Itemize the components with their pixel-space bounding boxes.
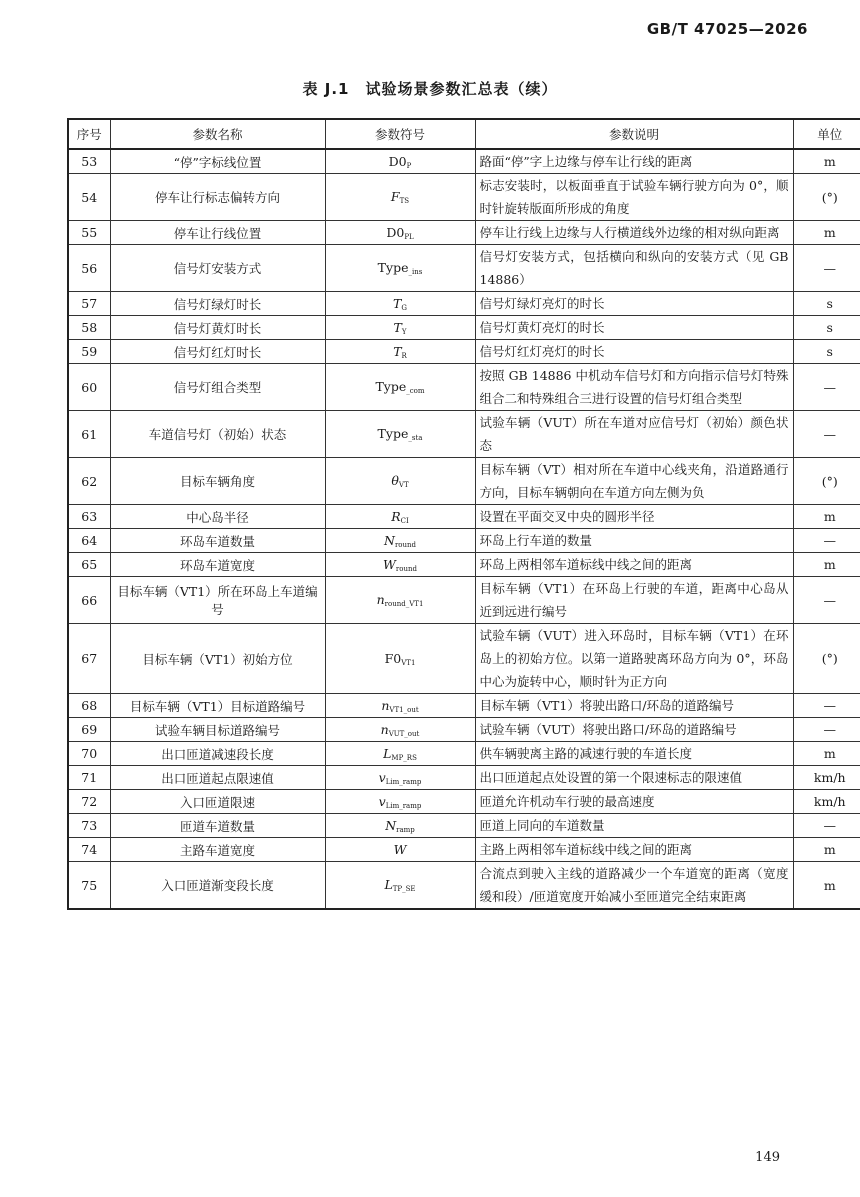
table-row [68, 340, 860, 364]
param-name: 主路车道宽度 [110, 838, 325, 862]
param-unit: — [793, 577, 860, 624]
symbol-subscript: TP_SE [392, 885, 416, 893]
param-symbol [325, 718, 475, 742]
symbol-main: L [383, 745, 392, 761]
row-number: 72 [68, 790, 110, 814]
col-header-unit: 单位 [793, 119, 860, 149]
param-name: 车道信号灯（初始）状态 [110, 411, 325, 458]
table-row [68, 624, 860, 694]
param-unit: m [793, 149, 860, 174]
param-name: “停”字标线位置 [110, 149, 325, 174]
row-number: 54 [68, 174, 110, 221]
param-unit: (°) [793, 458, 860, 505]
param-unit: m [793, 838, 860, 862]
param-symbol [325, 364, 475, 411]
param-symbol [325, 458, 475, 505]
param-unit: — [793, 694, 860, 718]
param-symbol [325, 529, 475, 553]
row-number: 69 [68, 718, 110, 742]
symbol-subscript: CI [400, 516, 409, 525]
param-name: 入口匝道限速 [110, 790, 325, 814]
param-description: 目标车辆（VT1）将驶出路口/环岛的道路编号 [475, 694, 793, 718]
symbol-main: n [380, 721, 389, 737]
param-name: 信号灯安装方式 [110, 245, 325, 292]
param-symbol [325, 340, 475, 364]
symbol-main: F [390, 189, 400, 204]
param-symbol [325, 149, 475, 174]
row-number: 53 [68, 149, 110, 174]
table-row [68, 221, 860, 245]
symbol-main: Type [377, 260, 409, 275]
col-header-name: 参数名称 [110, 119, 325, 149]
row-number: 71 [68, 766, 110, 790]
param-unit: km/h [793, 790, 860, 814]
param-description: 信号灯绿灯亮灯的时长 [475, 292, 793, 316]
param-description: 目标车辆（VT）相对所在车道中心线夹角，沿道路通行方向，目标车辆朝向在车道方向左侧为负 [475, 458, 793, 505]
param-unit: m [793, 505, 860, 529]
param-description: 匝道允许机动车行驶的最高速度 [475, 790, 793, 814]
table-row [68, 174, 860, 221]
symbol-main: N [384, 532, 395, 548]
symbol-main: R [391, 508, 401, 524]
param-description: 标志安装时，以板面垂直于试验车辆行驶方向为 0°，顺时针旋转版面所形成的角度 [475, 174, 793, 221]
param-unit: m [793, 553, 860, 577]
row-number: 60 [68, 364, 110, 411]
param-description: 信号灯红灯亮灯的时长 [475, 340, 793, 364]
param-name: 停车让行线位置 [110, 221, 325, 245]
parameter-table [67, 118, 860, 910]
symbol-main: F0 [384, 650, 402, 666]
param-name: 环岛车道宽度 [110, 553, 325, 577]
param-name: 目标车辆（VT1）目标道路编号 [110, 694, 325, 718]
col-header-no: 序号 [68, 119, 110, 149]
symbol-subscript: VT1 [401, 658, 416, 667]
symbol-main: Type [375, 379, 407, 394]
param-name: 信号灯红灯时长 [110, 340, 325, 364]
param-symbol [325, 862, 475, 910]
symbol-subscript: MP_RS [391, 753, 417, 762]
symbol-subscript: R [401, 351, 407, 360]
param-symbol [325, 838, 475, 862]
symbol-main: θ [391, 473, 399, 488]
table-row [68, 694, 860, 718]
param-symbol [325, 624, 475, 694]
param-name: 信号灯黄灯时长 [110, 316, 325, 340]
symbol-subscript: _ins [408, 268, 423, 276]
param-unit: m [793, 221, 860, 245]
row-number: 67 [68, 624, 110, 694]
symbol-main: Type [377, 426, 409, 441]
table-row [68, 364, 860, 411]
param-description: 试验车辆（VUT）所在车道对应信号灯（初始）颜色状态 [475, 411, 793, 458]
param-description: 路面“停”字上边缘与停车让行线的距离 [475, 149, 793, 174]
param-symbol [325, 742, 475, 766]
symbol-main: D0 [386, 224, 405, 240]
row-number: 70 [68, 742, 110, 766]
param-symbol [325, 577, 475, 624]
param-symbol [325, 790, 475, 814]
table-row [68, 245, 860, 292]
row-number: 63 [68, 505, 110, 529]
table-row [68, 149, 860, 174]
row-number: 65 [68, 553, 110, 577]
symbol-subscript: Lim_ramp [385, 801, 422, 810]
param-name: 匝道车道数量 [110, 814, 325, 838]
param-description: 信号灯黄灯亮灯的时长 [475, 316, 793, 340]
symbol-subscript: Lim_ramp [385, 777, 422, 786]
col-header-symbol: 参数符号 [325, 119, 475, 149]
param-name: 目标车辆（VT1）初始方位 [110, 624, 325, 694]
symbol-subscript: TS [399, 197, 410, 205]
row-number: 55 [68, 221, 110, 245]
param-description: 环岛上行车道的数量 [475, 529, 793, 553]
param-symbol [325, 553, 475, 577]
symbol-subscript: round_VT1 [384, 600, 424, 608]
param-name: 出口匝道减速段长度 [110, 742, 325, 766]
param-name: 目标车辆（VT1）所在环岛上车道编号 [110, 577, 325, 624]
row-number: 74 [68, 838, 110, 862]
row-number: 66 [68, 577, 110, 624]
row-number: 68 [68, 694, 110, 718]
symbol-main: T [393, 343, 402, 359]
row-number: 62 [68, 458, 110, 505]
symbol-main: W [383, 556, 396, 572]
symbol-main: T [393, 295, 402, 311]
param-unit: s [793, 292, 860, 316]
table-row [68, 742, 860, 766]
param-symbol [325, 316, 475, 340]
symbol-subscript: ramp [396, 825, 415, 834]
param-symbol [325, 411, 475, 458]
param-description: 出口匝道起点处设置的第一个限速标志的限速值 [475, 766, 793, 790]
param-unit: — [793, 364, 860, 411]
row-number: 59 [68, 340, 110, 364]
row-number: 64 [68, 529, 110, 553]
symbol-subscript: _com [406, 387, 425, 395]
symbol-main: n [376, 592, 385, 607]
col-header-description: 参数说明 [475, 119, 793, 149]
param-symbol [325, 221, 475, 245]
param-name: 出口匝道起点限速值 [110, 766, 325, 790]
row-number: 56 [68, 245, 110, 292]
symbol-subscript: PL [404, 232, 414, 241]
symbol-main: T [393, 319, 402, 335]
param-name: 入口匝道渐变段长度 [110, 862, 325, 910]
symbol-subscript: P [406, 161, 412, 170]
row-number: 75 [68, 862, 110, 910]
param-symbol [325, 245, 475, 292]
symbol-subscript: round [395, 564, 417, 573]
row-number: 61 [68, 411, 110, 458]
param-description: 目标车辆（VT1）在环岛上行驶的车道，距离中心岛从近到远进行编号 [475, 577, 793, 624]
symbol-main: W [393, 842, 407, 857]
table-row [68, 529, 860, 553]
param-name: 信号灯绿灯时长 [110, 292, 325, 316]
symbol-main: L [384, 877, 393, 892]
param-description: 主路上两相邻车道标线中线之间的距离 [475, 838, 793, 862]
row-number: 73 [68, 814, 110, 838]
symbol-subscript: VUT_out [388, 729, 420, 738]
page-number: 149 [755, 1150, 780, 1165]
symbol-main: n [381, 697, 390, 713]
table-header-row [68, 119, 860, 149]
param-name: 环岛车道数量 [110, 529, 325, 553]
param-description: 环岛上两相邻车道标线中线之间的距离 [475, 553, 793, 577]
param-symbol [325, 174, 475, 221]
table-row [68, 292, 860, 316]
table-title: 表 J.1 试验场景参数汇总表（续） [302, 80, 558, 98]
symbol-subscript: Y [401, 327, 407, 336]
symbol-main: v [378, 793, 386, 809]
param-description: 合流点到驶入主线的道路减少一个车道宽的距离（宽度缓和段）/匝道宽度开始减小至匝道完全结束距离 [475, 862, 793, 910]
table-row [68, 553, 860, 577]
row-number: 58 [68, 316, 110, 340]
table-row [68, 458, 860, 505]
table-row [68, 838, 860, 862]
symbol-subscript: G [401, 303, 407, 312]
table-row [68, 316, 860, 340]
param-name: 信号灯组合类型 [110, 364, 325, 411]
symbol-subscript: VT [398, 481, 409, 489]
symbol-subscript: round [394, 540, 416, 549]
param-unit: km/h [793, 766, 860, 790]
param-unit: m [793, 742, 860, 766]
param-unit: s [793, 316, 860, 340]
symbol-main: D0 [388, 153, 407, 169]
param-unit: — [793, 814, 860, 838]
param-description: 试验车辆（VUT）将驶出路口/环岛的道路编号 [475, 718, 793, 742]
param-unit: — [793, 529, 860, 553]
param-unit: (°) [793, 624, 860, 694]
param-symbol [325, 694, 475, 718]
param-description: 供车辆驶离主路的减速行驶的车道长度 [475, 742, 793, 766]
param-name: 目标车辆角度 [110, 458, 325, 505]
param-symbol [325, 505, 475, 529]
param-unit: (°) [793, 174, 860, 221]
table-row [68, 577, 860, 624]
table-row [68, 814, 860, 838]
param-description: 试验车辆（VUT）进入环岛时，目标车辆（VT1）在环岛上的初始方位。以第一道路驶离环岛方向为 0°，环岛中心为旋转中心，顺时针为正方向 [475, 624, 793, 694]
param-unit: s [793, 340, 860, 364]
param-name: 试验车辆目标道路编号 [110, 718, 325, 742]
param-unit: m [793, 862, 860, 910]
symbol-subscript: _sta [408, 434, 423, 442]
param-unit: — [793, 411, 860, 458]
symbol-main: v [378, 769, 386, 785]
table-row [68, 862, 860, 910]
param-description: 匝道上同向的车道数量 [475, 814, 793, 838]
param-symbol [325, 292, 475, 316]
symbol-main: N [385, 817, 397, 833]
param-unit: — [793, 718, 860, 742]
table-row [68, 505, 860, 529]
table-row [68, 718, 860, 742]
table-row [68, 411, 860, 458]
param-description: 按照 GB 14886 中机动车信号灯和方向指示信号灯特殊组合二和特殊组合三进行设置的信号灯组合类型 [475, 364, 793, 411]
param-description: 设置在平面交叉中央的圆形半径 [475, 505, 793, 529]
param-description: 停车让行线上边缘与人行横道线外边缘的相对纵向距离 [475, 221, 793, 245]
table-row [68, 766, 860, 790]
standard-number: GB/T 47025—2026 [646, 20, 808, 38]
param-name: 中心岛半径 [110, 505, 325, 529]
symbol-subscript: VT1_out [389, 705, 419, 714]
param-name: 停车让行标志偏转方向 [110, 174, 325, 221]
param-symbol [325, 766, 475, 790]
param-symbol [325, 814, 475, 838]
table-row [68, 790, 860, 814]
param-unit: — [793, 245, 860, 292]
row-number: 57 [68, 292, 110, 316]
param-description: 信号灯安装方式，包括横向和纵向的安装方式（见 GB 14886） [475, 245, 793, 292]
